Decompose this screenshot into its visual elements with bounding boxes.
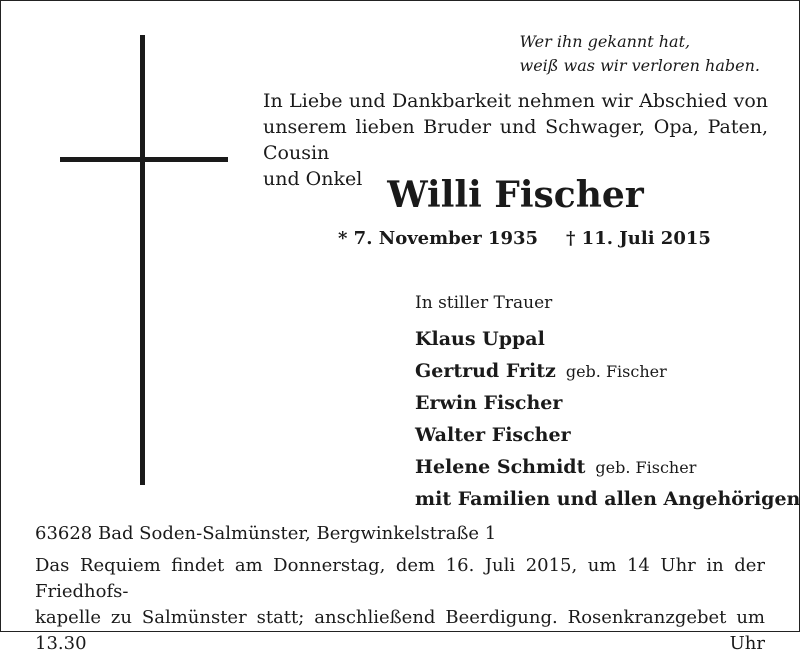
deceased-name: Willi Fischer [387, 174, 644, 216]
mourner-name: Erwin Fischer [415, 392, 563, 414]
requiem-info [35, 553, 765, 657]
mourner-name: Walter Fischer [415, 424, 571, 446]
intro-line-1: In Liebe und Dankbarkeit nehmen wir Abschied von [263, 90, 768, 112]
mourner-name: Helene Schmidt [415, 456, 586, 478]
intro-line-3: und Onkel [263, 168, 363, 190]
motto-line-1: Wer ihn gekannt hat, [519, 32, 691, 51]
requiem-line-1: Das Requiem findet am Donnerstag, dem 16. Juli 2015, um 14 Uhr in der Friedhofs- [35, 555, 765, 602]
motto-line-2: weiß was wir verloren haben. [519, 56, 760, 75]
intro-line-2: unserem lieben Bruder und Schwager, Opa, Paten, Cousin [263, 116, 768, 164]
mourner-item [415, 454, 800, 486]
cross-horizontal-bar [60, 157, 228, 162]
mourner-maiden-name: geb. Fischer [565, 362, 667, 381]
mourner-name: Klaus Uppal [415, 328, 545, 350]
mourner-families: mit Familien und allen Angehörigen [415, 488, 800, 510]
cross-vertical-bar [140, 35, 145, 485]
mourner-item [415, 390, 800, 422]
motto-quote [520, 30, 761, 78]
birth-date: * 7. November 1935 [338, 228, 539, 249]
mourners-list [415, 326, 800, 518]
mourner-item [415, 486, 800, 518]
death-date: † 11. Juli 2015 [566, 228, 711, 249]
family-address: 63628 Bad Soden-Salmünster, Bergwinkelstraße 1 [35, 523, 497, 544]
mourner-item [415, 422, 800, 454]
mourner-item [415, 358, 800, 390]
mourner-name: Gertrud Fritz [415, 360, 556, 382]
mourning-title: In stiller Trauer [415, 293, 553, 313]
requiem-line-2: kapelle zu Salmünster statt; anschließend Beerdigung. Rosenkranzgebet um 13.30 Uhr [35, 607, 765, 654]
mourner-item [415, 326, 800, 358]
mourner-maiden-name: geb. Fischer [595, 458, 697, 477]
